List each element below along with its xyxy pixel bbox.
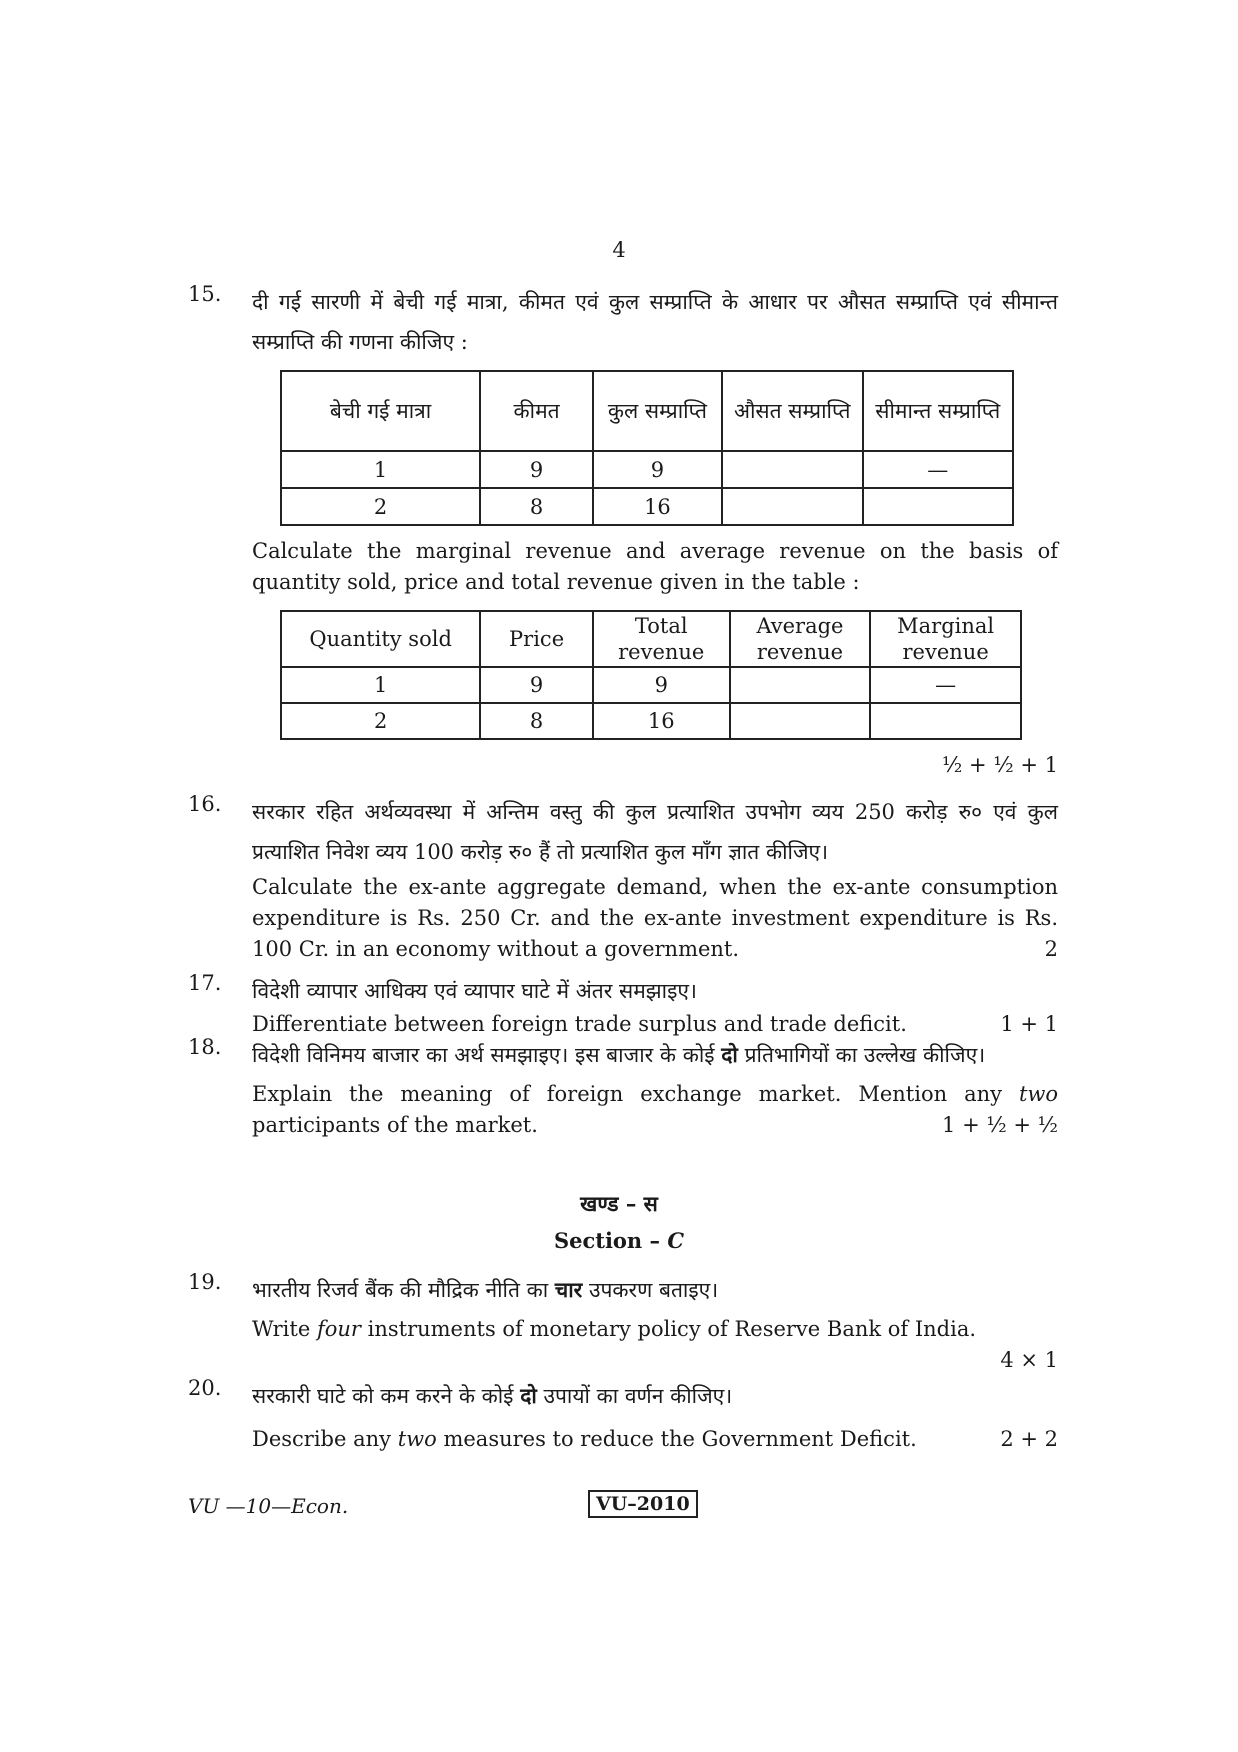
cell-marginal-revenue: — — [870, 667, 1021, 703]
header-average-revenue: औसत सम्प्राप्ति — [722, 371, 863, 451]
cell-marginal-revenue — [870, 703, 1021, 739]
section-heading-hindi: खण्ड – स — [580, 1191, 658, 1216]
question-text-english: Write four instruments of monetary policy of Reserve Bank of India. — [252, 1317, 977, 1341]
header-total-revenue: Total revenue — [593, 611, 730, 667]
question-16 — [188, 792, 1058, 965]
marks: ½ + ½ + 1 — [942, 753, 1058, 777]
header-average-revenue: Average revenue — [730, 611, 871, 667]
cell-average-revenue — [722, 451, 863, 488]
cell-price: 9 — [480, 451, 593, 488]
cell-quantity: 1 — [281, 667, 480, 703]
cell-total-revenue: 16 — [593, 703, 730, 739]
cell-quantity: 2 — [281, 703, 480, 739]
cell-total-revenue: 9 — [593, 451, 722, 488]
cell-price: 8 — [480, 703, 593, 739]
question-text-english: Differentiate between foreign trade surplus and trade deficit. — [252, 1012, 907, 1036]
marks: 4 × 1 — [1000, 1348, 1058, 1372]
header-marginal-revenue: Marginal revenue — [870, 611, 1021, 667]
cell-average-revenue — [722, 488, 863, 525]
cell-quantity: 1 — [281, 451, 480, 488]
question-20 — [188, 1376, 1058, 1455]
question-text-hindi: विदेशी व्यापार आधिक्य एवं व्यापार घाटे में अंतर समझाइए। — [252, 979, 697, 1003]
cell-price: 9 — [480, 667, 593, 703]
question-number: 20. — [188, 1376, 222, 1400]
header-price: कीमत — [480, 371, 593, 451]
cell-marginal-revenue: — — [863, 451, 1014, 488]
question-number: 18. — [188, 1035, 222, 1059]
table-header-row — [281, 611, 1021, 667]
page-number: 4 — [612, 238, 626, 262]
table-row — [281, 451, 1013, 488]
cell-average-revenue — [730, 667, 871, 703]
question-number: 15. — [188, 282, 222, 306]
question-text-english: Describe any two measures to reduce the Government Deficit. 2 + 2 — [252, 1424, 1058, 1455]
question-text-english: Calculate the ex-ante aggregate demand, when the ex-ante consumption expenditure is Rs. 250 Cr. and the ex-ante investment expenditure is Rs. 100 Cr. in an economy without a government. — [252, 875, 1058, 961]
cell-price: 8 — [480, 488, 593, 525]
cell-total-revenue: 9 — [593, 667, 730, 703]
question-17 — [188, 971, 1058, 1040]
header-quantity: बेची गई मात्रा — [281, 371, 480, 451]
cell-marginal-revenue — [863, 488, 1014, 525]
question-text-hindi: सरकार रहित अर्थव्यवस्था में अन्तिम वस्तु की कुल प्रत्याशित उपभोग व्यय 250 करोड़ रु० एवं कुल प्रत्याशित निवेश व्यय 100 करोड़ रु० हैं तो प्रत्याशित कुल माँग ज्ञात कीजिए। — [252, 800, 1058, 864]
question-18 — [188, 1035, 1058, 1141]
header-price: Price — [480, 611, 593, 667]
question-number: 19. — [188, 1270, 222, 1294]
question-15 — [188, 282, 1058, 780]
header-total-revenue: कुल सम्प्राप्ति — [593, 371, 722, 451]
question-text-hindi: भारतीय रिजर्व बैंक की मौद्रिक नीति का चार उपकरण बताइए। — [252, 1277, 719, 1302]
table-row — [281, 488, 1013, 525]
question-text-hindi: सरकारी घाटे को कम करने के कोई दो उपायों का वर्णन कीजिए। — [252, 1383, 733, 1408]
cell-quantity: 2 — [281, 488, 480, 525]
marks: 2 — [1044, 937, 1058, 961]
table-row — [281, 667, 1021, 703]
question-text-english: Calculate the marginal revenue and average revenue on the basis of quantity sold, price and total revenue given in the table : — [252, 539, 1058, 594]
question-text-english: Explain the meaning of foreign exchange market. Mention any two participants of the market. 1 + ½ + ½ — [252, 1079, 1058, 1141]
marks: 1 + ½ + ½ — [942, 1113, 1058, 1137]
question-number: 17. — [188, 971, 222, 995]
question-text-hindi: दी गई सारणी में बेची गई मात्रा, कीमत एवं कुल सम्प्राप्ति के आधार पर औसत सम्प्राप्ति एवं सीमान्त सम्प्राप्ति की गणना कीजिए : — [252, 290, 1058, 354]
header-quantity: Quantity sold — [281, 611, 480, 667]
table-header-row — [281, 371, 1013, 451]
cell-average-revenue — [730, 703, 871, 739]
revenue-table-english — [280, 610, 1022, 740]
question-number: 16. — [188, 792, 222, 816]
footer-exam-code: VU–2010 — [588, 1490, 698, 1518]
marks: 1 + 1 — [1000, 1012, 1058, 1036]
question-text-hindi: विदेशी विनिमय बाजार का अर्थ समझाइए। इस बाजार के कोई दो प्रतिभागियों का उल्लेख कीजिए। — [252, 1042, 986, 1067]
cell-total-revenue: 16 — [593, 488, 722, 525]
table-row — [281, 703, 1021, 739]
header-marginal-revenue: सीमान्त सम्प्राप्ति — [863, 371, 1014, 451]
footer-paper-code: VU —10—Econ. — [188, 1494, 349, 1518]
marks: 2 + 2 — [1000, 1427, 1058, 1451]
revenue-table-hindi — [280, 370, 1014, 526]
question-19 — [188, 1270, 1058, 1375]
section-heading-english: Section – C — [553, 1228, 685, 1253]
